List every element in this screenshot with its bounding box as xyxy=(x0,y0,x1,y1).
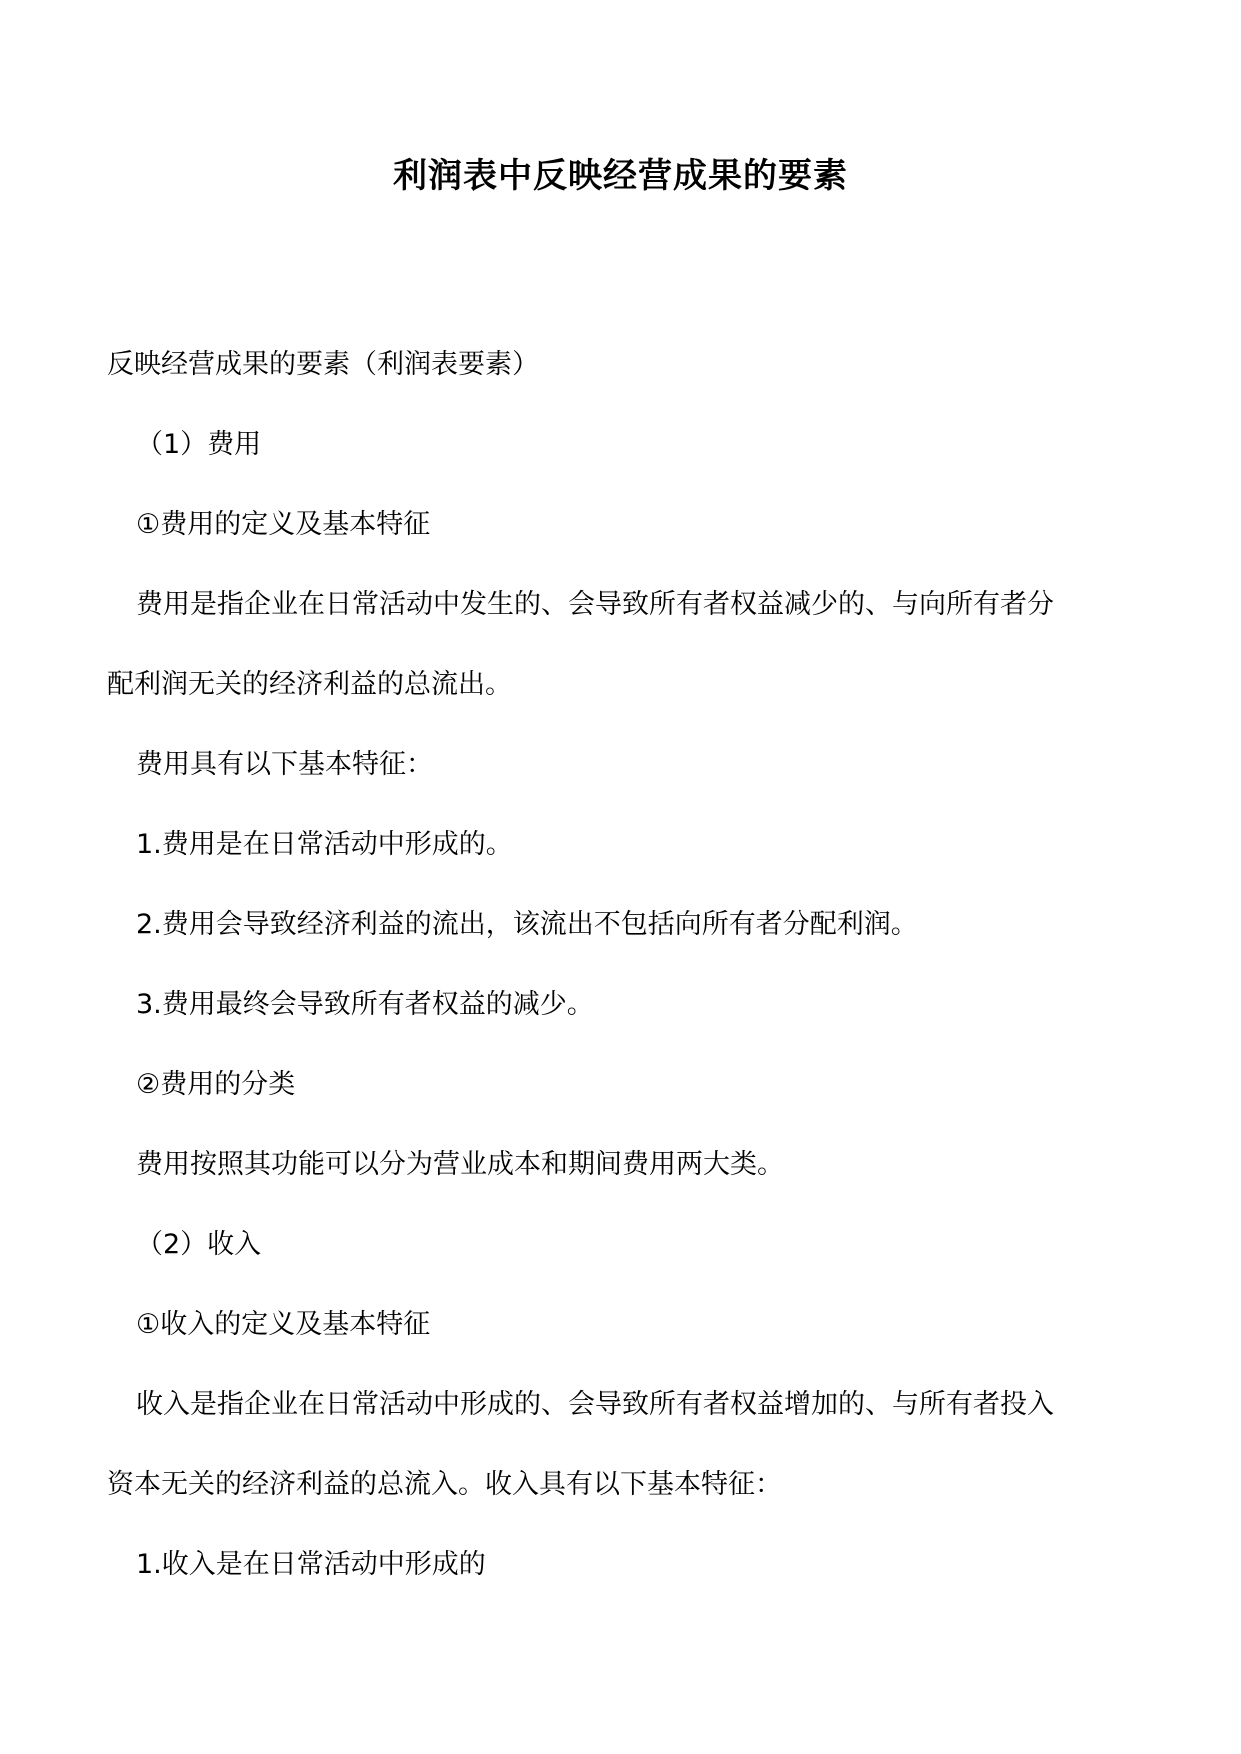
document-title: 利润表中反映经营成果的要素 xyxy=(393,156,848,196)
body-paragraph-line: 资本无关的经济利益的总流入。收入具有以下基本特征： xyxy=(107,1469,782,1500)
subsection-heading: （2）收入 xyxy=(136,1229,262,1260)
item-heading: ②费用的分类 xyxy=(136,1069,296,1100)
item-heading: ①费用的定义及基本特征 xyxy=(136,509,431,540)
body-paragraph-line: 费用是指企业在日常活动中发生的、会导致所有者权益减少的、与向所有者分 xyxy=(136,589,1054,620)
item-heading: ①收入的定义及基本特征 xyxy=(136,1309,431,1340)
body-paragraph-line: 收入是指企业在日常活动中形成的、会导致所有者权益增加的、与所有者投入 xyxy=(136,1389,1054,1420)
list-item: 1.收入是在日常活动中形成的 xyxy=(136,1549,486,1580)
section-heading: 反映经营成果的要素（利润表要素） xyxy=(107,349,539,380)
list-item: 2.费用会导致经济利益的流出，该流出不包括向所有者分配利润。 xyxy=(136,909,918,940)
body-paragraph: 费用具有以下基本特征： xyxy=(136,749,433,780)
list-item: 3.费用最终会导致所有者权益的减少。 xyxy=(136,989,594,1020)
body-paragraph-line: 配利润无关的经济利益的总流出。 xyxy=(107,669,512,700)
list-item: 1.费用是在日常活动中形成的。 xyxy=(136,829,513,860)
body-paragraph: 费用按照其功能可以分为营业成本和期间费用两大类。 xyxy=(136,1149,784,1180)
subsection-heading: （1）费用 xyxy=(136,429,262,460)
